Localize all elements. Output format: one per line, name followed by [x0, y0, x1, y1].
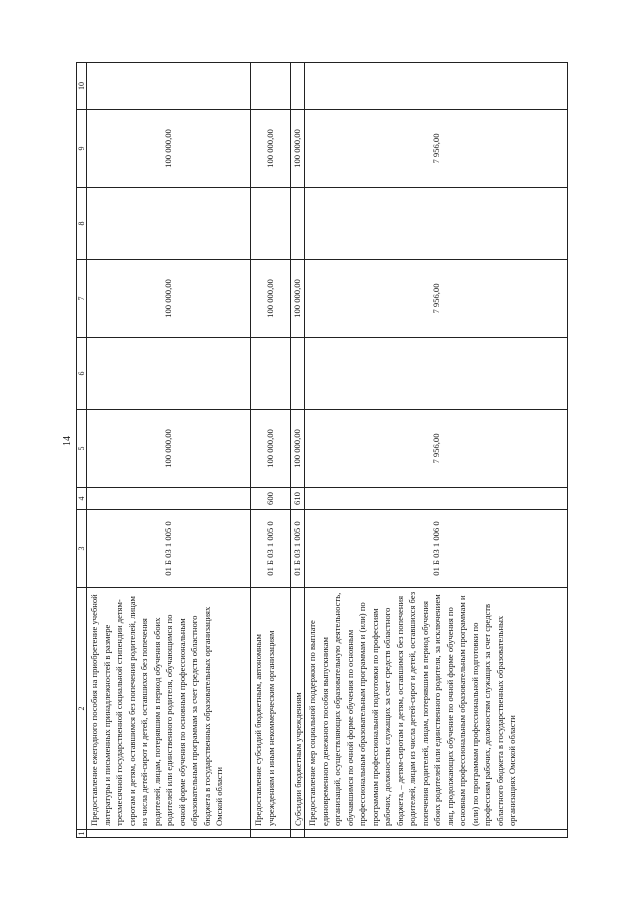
- cell-amount-6: [290, 338, 304, 410]
- cell-amount-5: 7 956,00: [304, 410, 568, 488]
- header-col-9: 9: [76, 110, 86, 188]
- cell-amount-7: 100 000,00: [250, 260, 290, 338]
- cell-col-1: [304, 830, 568, 838]
- cell-description: Субсидии бюджетным учреждениям: [290, 588, 304, 830]
- table-row: [290, 62, 304, 838]
- cell-amount-7: 7 956,00: [304, 260, 568, 338]
- table-row: [250, 62, 290, 838]
- header-col-3: 3: [76, 510, 86, 588]
- cell-code: 01 Б 03 1 005 0: [86, 510, 250, 588]
- header-col-4: 4: [76, 488, 86, 510]
- page-number: 14: [62, 436, 73, 446]
- cell-amount-6: [304, 338, 568, 410]
- cell-amount-10: [86, 62, 250, 110]
- cell-amount-6: [250, 338, 290, 410]
- cell-amount-8: [86, 188, 250, 260]
- cell-amount-6: [86, 338, 250, 410]
- header-col-8: 8: [76, 188, 86, 260]
- budget-table: [76, 62, 596, 838]
- cell-type: 600: [250, 488, 290, 510]
- header-col-10: 10: [76, 62, 86, 110]
- cell-type: [86, 488, 250, 510]
- cell-amount-8: [304, 188, 568, 260]
- header-col-5: 5: [76, 410, 86, 488]
- cell-amount-9: 7 956,00: [304, 110, 568, 188]
- cell-amount-7: 100 000,00: [86, 260, 250, 338]
- header-col-2: 2: [76, 588, 86, 830]
- table-row: [304, 62, 568, 838]
- cell-amount-5: 100 000,00: [290, 410, 304, 488]
- cell-code: 01 Б 03 1 005 0: [250, 510, 290, 588]
- cell-type: [304, 488, 568, 510]
- header-col-7: 7: [76, 260, 86, 338]
- table-header-row: [76, 62, 86, 838]
- cell-amount-5: 100 000,00: [250, 410, 290, 488]
- cell-amount-10: [250, 62, 290, 110]
- cell-amount-8: [290, 188, 304, 260]
- cell-description: Предоставление субсидий бюджетным, автономным учреждениям и иным некоммерческим организациям: [250, 588, 290, 830]
- cell-description: Предоставление ежегодного пособия на приобретение учебной литературы и письменных принадлежностей в размере трехмесячной государственной социальной стипендии детям-сиротам и детям, оставшимся без попечения родителей, лицам из числа детей-сирот и детей, оставшихся без попечения родителей, лицам, потерявшим в период обучения обоих родителей или единственного родителя, обучающимся по очной форме обучения по основным профессиональным образовательным программам за счет средств областного бюджета в государственных образовательных организациях Омской области: [86, 588, 250, 830]
- cell-col-1: [290, 830, 304, 838]
- cell-description: Предоставление мер социальной поддержки по выплате единовременного денежного пособия выпускникам организаций, осуществляющих образовательную деятельность, обучавшимся по очной форме обучения по основным профессиональным образовательным программам и (или) по программам профессиональной подготовки по профессиям рабочих, должностям служащих за счет средств областного бюджета, – детям-сиротам и детям, оставшимся без попечения родителей, лицам из числа детей-сирот и детей, оставшихся без попечения родителей, лицам, потерявшим в период обучения обоих родителей или единственного родителя, за исключением лиц, продолжающих обучение по очной форме обучения по основным профессиональным образовательным программам и (или) по программам профессиональной подготовки по профессиям рабочих, должностям служащих за счет средств областного бюджета в государственных образовательных организациях Омской области: [304, 588, 568, 830]
- header-col-1: 1: [76, 830, 86, 838]
- cell-code: 01 Б 03 1 005 0: [290, 510, 304, 588]
- cell-amount-9: 100 000,00: [250, 110, 290, 188]
- cell-amount-10: [290, 62, 304, 110]
- cell-amount-8: [250, 188, 290, 260]
- cell-amount-9: 100 000,00: [290, 110, 304, 188]
- cell-amount-10: [304, 62, 568, 110]
- cell-type: 610: [290, 488, 304, 510]
- cell-code: 01 Б 03 1 006 0: [304, 510, 568, 588]
- cell-amount-5: 100 000,00: [86, 410, 250, 488]
- cell-amount-9: 100 000,00: [86, 110, 250, 188]
- cell-col-1: [250, 830, 290, 838]
- cell-col-1: [86, 830, 250, 838]
- header-col-6: 6: [76, 338, 86, 410]
- cell-amount-7: 100 000,00: [290, 260, 304, 338]
- table-row: [86, 62, 250, 838]
